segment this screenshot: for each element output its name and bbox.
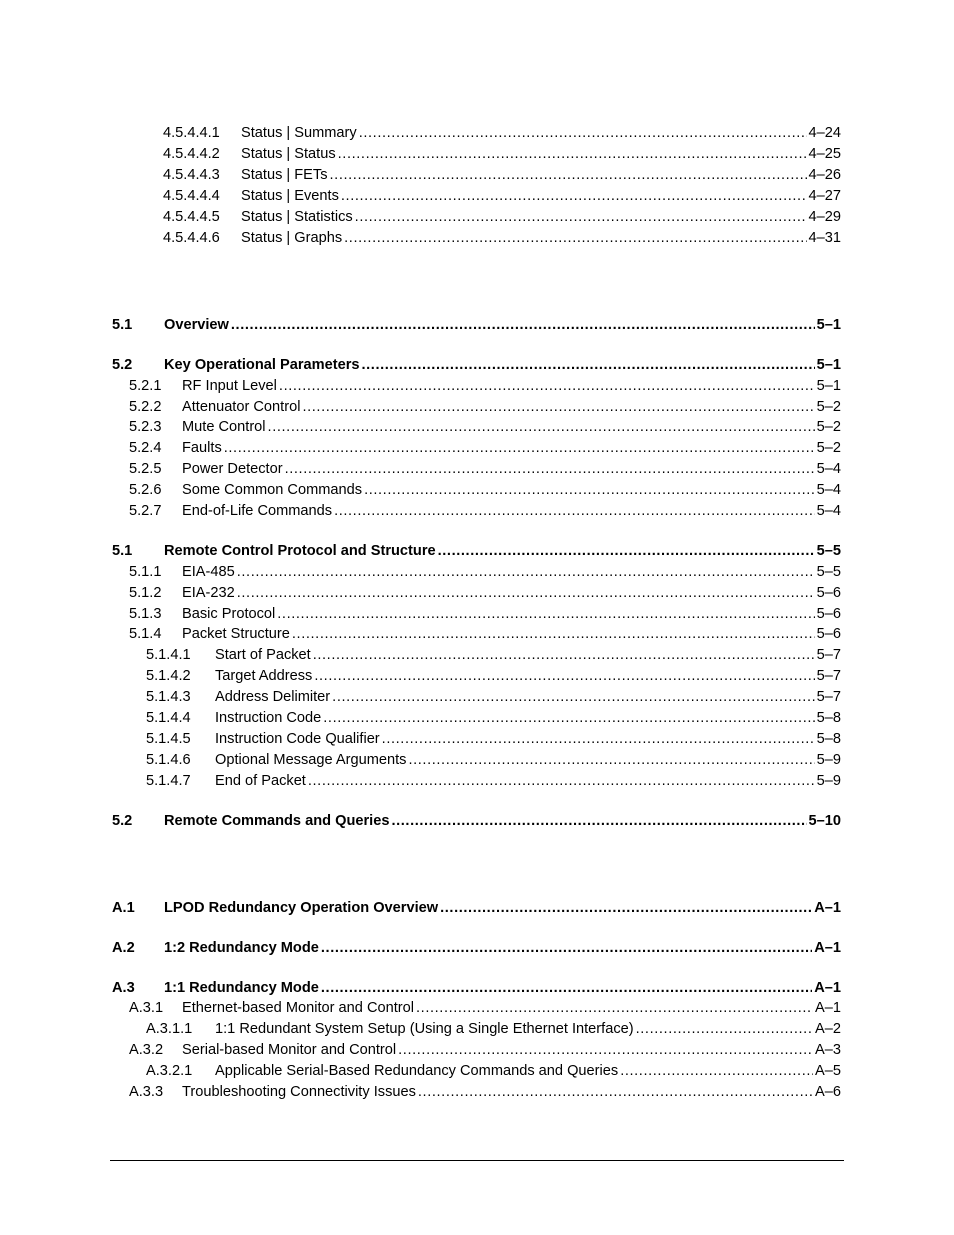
toc-entry-title: EIA-485 — [182, 564, 235, 580]
dot-leader — [314, 666, 814, 686]
toc-entry-number: A.3.2 — [129, 1042, 164, 1058]
toc-entry-number: 5.2.7 — [129, 503, 162, 519]
toc-entry-page: 5–5 — [816, 564, 841, 580]
toc-entry-title: Status | Status — [241, 146, 336, 162]
toc-entry[interactable] — [146, 771, 841, 791]
toc-entry[interactable] — [146, 750, 841, 770]
toc-entry[interactable] — [129, 998, 841, 1018]
dot-leader — [344, 228, 806, 248]
dot-leader — [398, 1040, 813, 1060]
dot-leader — [620, 1061, 813, 1081]
toc-entry-number: 4.5.4.4.6 — [163, 230, 220, 246]
dot-leader — [231, 315, 815, 335]
toc-entry-title: End of Packet — [215, 773, 306, 789]
toc-entry-number: 5.1.1 — [129, 564, 162, 580]
toc-entry-title: EIA-232 — [182, 585, 235, 601]
toc-entry[interactable] — [129, 417, 841, 437]
toc-entry-number: 4.5.4.4.1 — [163, 125, 220, 141]
toc-entry-page: A–1 — [814, 940, 841, 956]
dot-leader — [636, 1019, 813, 1039]
dot-leader — [338, 144, 807, 164]
toc-entry-page: 5–5 — [816, 543, 841, 559]
toc-entry[interactable] — [129, 624, 841, 644]
toc-entry-page: A–1 — [814, 980, 841, 996]
toc-section-entry[interactable] — [112, 315, 841, 335]
toc-entry-title: End-of-Life Commands — [182, 503, 333, 519]
toc-entry-title: Power Detector — [182, 461, 283, 477]
toc-entry[interactable] — [129, 1082, 841, 1102]
dot-leader — [313, 645, 815, 665]
toc-entry-number: 4.5.4.4.5 — [163, 209, 220, 225]
toc-entry-page: 5–6 — [816, 585, 841, 601]
dot-leader — [292, 624, 815, 644]
toc-entry-page: 5–1 — [816, 357, 841, 373]
toc-entry-title: Start of Packet — [215, 647, 311, 663]
toc-entry-title: Basic Protocol — [182, 606, 276, 622]
toc-entry-number: 5.2 — [112, 813, 133, 829]
toc-section-entry[interactable] — [112, 898, 841, 918]
toc-entry-number: 4.5.4.4.2 — [163, 146, 220, 162]
toc-entry-page: 5–2 — [816, 440, 841, 456]
dot-leader — [361, 355, 814, 375]
toc-entry-number: A.3.2.1 — [146, 1063, 193, 1079]
toc-entry[interactable] — [163, 228, 841, 248]
dot-leader — [321, 938, 812, 958]
toc-entry-title: 1:1 Redundancy Mode — [164, 980, 319, 996]
toc-entry[interactable] — [146, 687, 841, 707]
toc-entry[interactable] — [163, 165, 841, 185]
dot-leader — [237, 583, 815, 603]
toc-entry-number: 5.2.5 — [129, 461, 162, 477]
toc-entry-number: 5.1.4.1 — [146, 647, 191, 663]
toc-entry-title: Applicable Serial-Based Redundancy Commands and Queries — [215, 1063, 619, 1079]
toc-entry-page: A–2 — [815, 1021, 841, 1037]
toc-entry-number: 5.1.3 — [129, 606, 162, 622]
toc-entry-number: 5.1.4.7 — [146, 773, 191, 789]
toc-entry-page: 5–8 — [816, 731, 841, 747]
dot-leader — [321, 978, 812, 998]
dot-leader — [237, 562, 815, 582]
dot-leader — [308, 771, 815, 791]
toc-section-entry[interactable] — [112, 938, 841, 958]
toc-entry-title: 1:2 Redundancy Mode — [164, 940, 319, 956]
toc-entry[interactable] — [146, 729, 841, 749]
toc-entry-number: 5.1.4.6 — [146, 752, 191, 768]
toc-entry-title: Attenuator Control — [182, 399, 301, 415]
toc-entry[interactable] — [129, 438, 841, 458]
toc-entry-number: A.2 — [112, 940, 135, 956]
toc-entry-page: 4–31 — [808, 230, 841, 246]
dot-leader — [416, 998, 813, 1018]
toc-entry-number: 5.1.4.3 — [146, 689, 191, 705]
toc-entry-page: 5–7 — [816, 689, 841, 705]
dot-leader — [418, 1082, 813, 1102]
toc-entry-number: 5.1 — [112, 543, 133, 559]
toc-entry-title: Packet Structure — [182, 626, 290, 642]
toc-entry-title: Key Operational Parameters — [164, 357, 360, 373]
toc-entry[interactable] — [163, 123, 841, 143]
toc-entry-page: 5–4 — [816, 482, 841, 498]
toc-entry-title: Instruction Code Qualifier — [215, 731, 380, 747]
toc-entry[interactable] — [129, 480, 841, 500]
toc-entry[interactable] — [129, 1040, 841, 1060]
toc-entry-number: 5.1 — [112, 317, 133, 333]
toc-section-entry[interactable] — [112, 978, 841, 998]
toc-entry-number: 5.1.4 — [129, 626, 162, 642]
toc-entry-title: Remote Control Protocol and Structure — [164, 543, 436, 559]
toc-entry[interactable] — [129, 397, 841, 417]
toc-entry[interactable] — [146, 708, 841, 728]
toc-entry-title: LPOD Redundancy Operation Overview — [164, 900, 439, 916]
toc-entry-number: 5.2.1 — [129, 378, 162, 394]
toc-entry-page: A–5 — [815, 1063, 841, 1079]
toc-entry[interactable] — [129, 459, 841, 479]
toc-entry-title: Status | Statistics — [241, 209, 353, 225]
dot-leader — [279, 376, 815, 396]
dot-leader — [355, 207, 807, 227]
toc-entry-number: A.3.3 — [129, 1084, 164, 1100]
toc-entry-number: 5.1.2 — [129, 585, 162, 601]
dot-leader — [359, 123, 807, 143]
toc-entry-page: 5–4 — [816, 461, 841, 477]
toc-entry-title: 1:1 Redundant System Setup (Using a Single Ethernet Interface) — [215, 1021, 634, 1037]
toc-entry-page: 4–27 — [808, 188, 841, 204]
toc-entry-page: 5–6 — [816, 606, 841, 622]
toc-entry-page: 4–24 — [808, 125, 841, 141]
toc-entry-title: Troubleshooting Connectivity Issues — [182, 1084, 416, 1100]
toc-entry-number: 5.1.4.4 — [146, 710, 191, 726]
toc-entry-page: 4–26 — [808, 167, 841, 183]
toc-entry-title: Optional Message Arguments — [215, 752, 407, 768]
dot-leader — [302, 397, 814, 417]
toc-entry-number: A.3.1 — [129, 1000, 164, 1016]
toc-entry-page: A–6 — [815, 1084, 841, 1100]
toc-entry[interactable] — [129, 376, 841, 396]
dot-leader — [323, 708, 814, 728]
toc-entry-page: 5–2 — [816, 419, 841, 435]
toc-section-entry[interactable] — [112, 541, 841, 561]
toc-entry-page: 5–8 — [816, 710, 841, 726]
toc-entry[interactable] — [146, 645, 841, 665]
toc-entry-page: 5–4 — [816, 503, 841, 519]
toc-entry-page: A–3 — [815, 1042, 841, 1058]
toc-entry-title: Address Delimiter — [215, 689, 331, 705]
toc-entry-number: 5.2.2 — [129, 399, 162, 415]
toc-entry-title: Serial-based Monitor and Control — [182, 1042, 397, 1058]
toc-entry-page: 5–9 — [816, 773, 841, 789]
toc-entry-number: 5.2 — [112, 357, 133, 373]
toc-entry-number: 5.2.6 — [129, 482, 162, 498]
dot-leader — [268, 417, 815, 437]
toc-entry-page: 4–29 — [808, 209, 841, 225]
toc-entry[interactable] — [129, 583, 841, 603]
toc-section-entry[interactable] — [112, 811, 841, 831]
toc-entry-number: A.3.1.1 — [146, 1021, 193, 1037]
footer-divider — [110, 1160, 844, 1161]
toc-entry[interactable] — [129, 501, 841, 521]
toc-entry[interactable] — [146, 1019, 841, 1039]
toc-entry-page: 5–2 — [816, 399, 841, 415]
toc-entry-number: 5.2.4 — [129, 440, 162, 456]
toc-entry[interactable] — [163, 144, 841, 164]
toc-entry[interactable] — [146, 1061, 841, 1081]
toc-entry-page: 4–25 — [808, 146, 841, 162]
toc-entry[interactable] — [163, 186, 841, 206]
toc-entry-title: Status | FETs — [241, 167, 328, 183]
toc-entry-page: 5–1 — [816, 317, 841, 333]
toc-entry-title: Overview — [164, 317, 229, 333]
toc-entry-page: 5–9 — [816, 752, 841, 768]
toc-entry-title: Status | Graphs — [241, 230, 343, 246]
toc-entry[interactable] — [146, 666, 841, 686]
dot-leader — [332, 687, 814, 707]
toc-entry-title: Ethernet-based Monitor and Control — [182, 1000, 415, 1016]
toc-entry-page: 5–7 — [816, 647, 841, 663]
toc-entry-number: 5.2.3 — [129, 419, 162, 435]
toc-entry-page: 5–1 — [816, 378, 841, 394]
dot-leader — [277, 604, 814, 624]
toc-entry-title: Some Common Commands — [182, 482, 363, 498]
toc-entry[interactable] — [163, 207, 841, 227]
dot-leader — [334, 501, 815, 521]
dot-leader — [440, 898, 812, 918]
dot-leader — [364, 480, 815, 500]
dot-leader — [382, 729, 815, 749]
dot-leader — [438, 541, 815, 561]
toc-entry-page: A–1 — [814, 900, 841, 916]
toc-entry-title: Remote Commands and Queries — [164, 813, 390, 829]
toc-entry-number: A.3 — [112, 980, 135, 996]
dot-leader — [224, 438, 815, 458]
toc-entry-page: 5–7 — [816, 668, 841, 684]
dot-leader — [330, 165, 807, 185]
toc-entry-title: Target Address — [215, 668, 313, 684]
toc-entry[interactable] — [129, 562, 841, 582]
toc-entry-number: 4.5.4.4.3 — [163, 167, 220, 183]
toc-entry[interactable] — [129, 604, 841, 624]
toc-entry-number: 5.1.4.2 — [146, 668, 191, 684]
toc-entry-page: A–1 — [815, 1000, 841, 1016]
dot-leader — [391, 811, 806, 831]
dot-leader — [408, 750, 814, 770]
toc-entry-page: 5–10 — [808, 813, 841, 829]
toc-entry-title: Instruction Code — [215, 710, 322, 726]
toc-entry-page: 5–6 — [816, 626, 841, 642]
dot-leader — [341, 186, 807, 206]
toc-section-entry[interactable] — [112, 355, 841, 375]
toc-entry-number: 5.1.4.5 — [146, 731, 191, 747]
toc-entry-title: Faults — [182, 440, 222, 456]
toc-entry-number: A.1 — [112, 900, 135, 916]
toc-entry-number: 4.5.4.4.4 — [163, 188, 220, 204]
toc-entry-title: Mute Control — [182, 419, 266, 435]
toc-entry-title: RF Input Level — [182, 378, 277, 394]
toc-entry-title: Status | Summary — [241, 125, 357, 141]
toc-entry-title: Status | Events — [241, 188, 339, 204]
dot-leader — [285, 459, 815, 479]
